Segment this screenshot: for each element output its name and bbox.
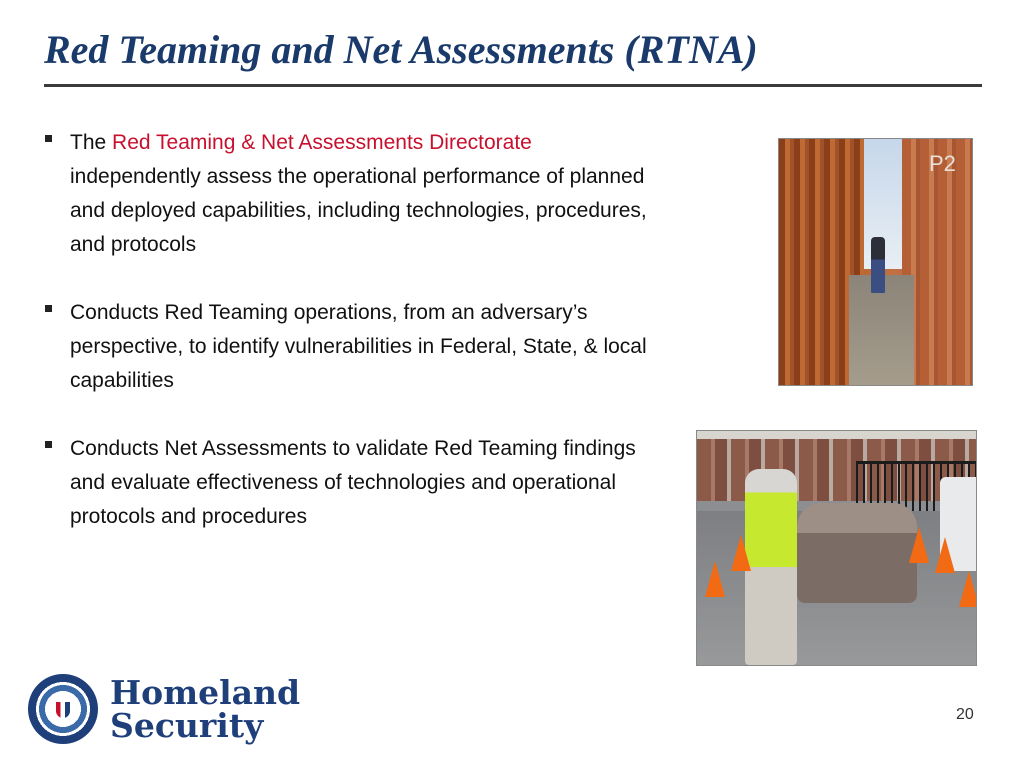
bullet-item	[44, 432, 664, 534]
dhs-seal-icon	[28, 674, 98, 744]
traffic-cone	[935, 537, 955, 573]
bullet-marker	[45, 441, 52, 448]
shield-icon	[56, 702, 70, 718]
sedan	[797, 503, 917, 603]
inspector-figure	[871, 237, 885, 293]
logo-line-2: Security	[110, 706, 264, 745]
directorate-name: Red Teaming & Net Assessments Directorate	[112, 131, 532, 154]
vehicle-inspection-photo	[696, 430, 977, 666]
logo-line-1: Homeland	[110, 673, 301, 712]
bullet-rest: independently assess the operational performance of planned and deployed capabilities, including technologies, procedures, and protocols	[70, 165, 647, 256]
slide-title: Red Teaming and Net Assessments (RTNA)	[44, 27, 758, 72]
dhs-logo	[28, 673, 301, 748]
bullet-prefix: The	[70, 131, 113, 154]
container-corridor-photo	[778, 138, 973, 386]
bullet-item	[44, 126, 664, 262]
container-marking: P2	[929, 151, 956, 176]
bullet-text: Conducts Red Teaming operations, from an adversary’s perspective, to identify vulnerabilities in Federal, State, & local capabilities	[70, 301, 647, 392]
traffic-cone	[909, 527, 929, 563]
traffic-cone	[959, 571, 977, 607]
bullet-marker	[45, 305, 52, 312]
title-underline	[44, 84, 982, 87]
page-number: 20	[956, 706, 974, 723]
bullet-list	[44, 126, 664, 568]
traffic-cone	[705, 561, 725, 597]
inspector-in-safety-vest	[745, 469, 797, 665]
bullet-marker	[45, 135, 52, 142]
bullet-item	[44, 296, 664, 398]
bullet-text	[70, 126, 664, 262]
bullet-text: Conducts Net Assessments to validate Red Teaming findings and evaluate effectiveness of technologies and operational protocols and procedures	[70, 437, 636, 528]
logo-wordmark	[110, 673, 301, 745]
traffic-cone	[731, 535, 751, 571]
